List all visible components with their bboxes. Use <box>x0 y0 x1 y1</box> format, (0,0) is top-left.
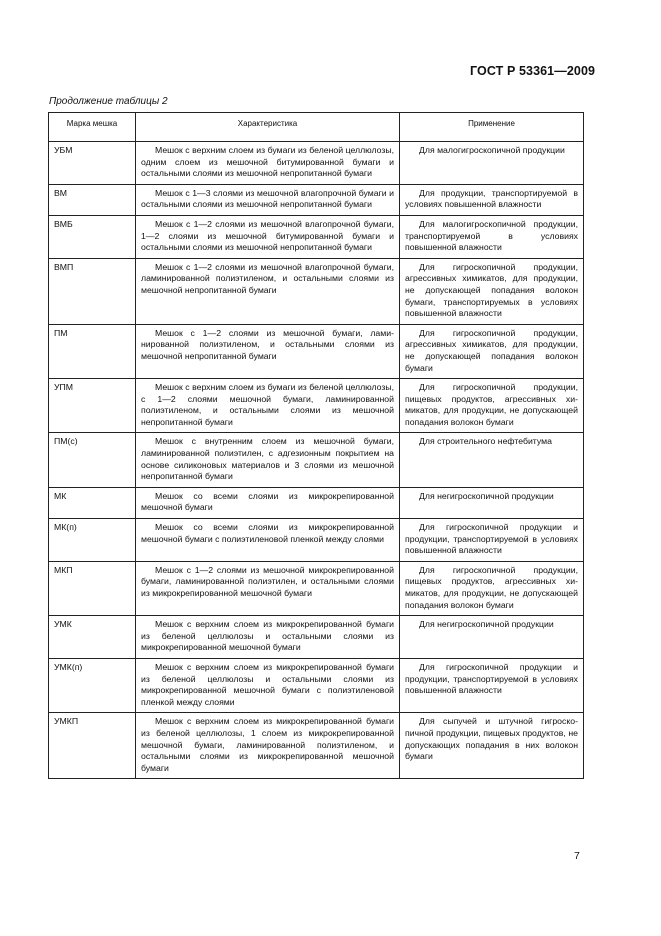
bag-characteristic: Мешок с 1—2 слоями из мешочной влагопрочной бумаги, 1—2 слоями из мешочной битумированной бумаги и остальными слоями из мешочной непропитанной бумаги <box>136 215 400 258</box>
bag-characteristic: Мешок со всеми слоями из микрокрепированной мешочной бумаги <box>136 487 400 518</box>
bag-characteristic: Мешок с верхним слоем из бумаги из беленой целлюлозы, одним слоем из мешочной битумированной бумаги и остальными слоями из мешочной непропитанной бумаги <box>136 142 400 185</box>
bag-application: Для гигроскопичной продукции, пищевых продуктов, агрессивных химикатов, для продукции, не допускающей попадания волокон бумаги <box>400 379 584 433</box>
bag-mark: ВМП <box>49 258 136 324</box>
bag-characteristic: Мешок с внутренним слоем из мешочной бумаги, ламинированной полиэтилен, с адгезионным покрытием на основе силиконовых материалов и 3 слоями из мешочной непропитанной бумаги <box>136 433 400 487</box>
bag-application: Для продукции, транспортируемой в условиях повышенной влажности <box>400 184 584 215</box>
bag-application: Для гигроскопичной продукции и продукции, транспортируемой в условиях повышенной влажности <box>400 519 584 562</box>
table-row <box>49 215 584 258</box>
bag-characteristic: Мешок с 1—2 слоями из мешочной микрокрепированной бумаги, ламинированной полиэтилен, и остальными слоями из микрокрепированной мешочной бумаги <box>136 561 400 615</box>
bag-application: Для строительного нефтебитума <box>400 433 584 487</box>
bag-application: Для малогигроскопичной продукции <box>400 142 584 185</box>
bag-characteristic: Мешок с верхним слоем из микрокрепированной бумаги из беленой целлюлозы и остальными слоями из микрокрепированной мешочной бумаги <box>136 616 400 659</box>
bag-characteristic: Мешок со всеми слоями из микрокрепированной мешочной бумаги с полиэтиленовой пленкой между слоями <box>136 519 400 562</box>
document-code: ГОСТ Р 53361—2009 <box>470 64 596 78</box>
bag-mark: ПМ(с) <box>49 433 136 487</box>
bag-mark: МК <box>49 487 136 518</box>
table-row <box>49 713 584 779</box>
bag-application: Для малогигроскопичной продукции, транспортируемой в условиях повышенной влажности <box>400 215 584 258</box>
table-header-row <box>49 113 584 142</box>
bag-mark: ВМБ <box>49 215 136 258</box>
column-header-application: Применение <box>400 113 584 142</box>
bag-mark: УМКП <box>49 713 136 779</box>
bag-application: Для гигроскопичной продукции, агрессивных химикатов, для продукции, не допускающей попадания волокон бумаги <box>400 324 584 378</box>
table-row <box>49 658 584 712</box>
bag-application: Для гигроскопичной продукции, пищевых продуктов, агрессивных химикатов, для продукции, не допускающей попадания волокон бумаги <box>400 561 584 615</box>
bag-mark: УБМ <box>49 142 136 185</box>
table-row <box>49 433 584 487</box>
bag-application: Для сыпучей и штучной гигроскопичной продукции, пищевых продуктов, не допускающих попадания в них волокон бумаги <box>400 713 584 779</box>
bag-characteristic: Мешок с верхним слоем из бумаги из беленой целлюлозы, с 1—2 слоями мешочной бумаги, ламинированной полиэтиленом, и остальными слоями из мешочной непропитанной бумаги <box>136 379 400 433</box>
bag-mark: УМК <box>49 616 136 659</box>
table-row <box>49 184 584 215</box>
table-row <box>49 379 584 433</box>
page-number: 7 <box>574 850 580 862</box>
bag-characteristic: Мешок с 1—2 слоями из мешочной влагопрочной бумаги, ламинированной полиэтиленом, и остальными слоями из мешочной непропитанной бумаги <box>136 258 400 324</box>
bag-mark: УМК(п) <box>49 658 136 712</box>
bag-types-table <box>48 112 584 779</box>
bag-mark: МКП <box>49 561 136 615</box>
table-row <box>49 487 584 518</box>
bag-characteristic: Мешок с верхним слоем из микрокрепированной бумаги из беленой целлюлозы, 1 слоем из микрокрепированной мешочной бумаги, ламинированной полиэтиленом, и остальными слоями из микрокрепированной мешочной бумаги <box>136 713 400 779</box>
table-row <box>49 142 584 185</box>
bag-mark: ПМ <box>49 324 136 378</box>
bag-characteristic: Мешок с верхним слоем из микрокрепированной бумаги из беленой целлюлозы и остальными слоями из микрокрепированной мешочной бумаги с полиэтиленовой пленкой между слоями <box>136 658 400 712</box>
column-header-mark: Марка мешка <box>49 113 136 142</box>
table-row <box>49 616 584 659</box>
bag-characteristic: Мешок с 1—2 слоями из мешочной бумаги, ламинированной полиэтиленом, и остальными слоями из мешочной непропитанной бумаги <box>136 324 400 378</box>
bag-application: Для негигроскопичной продукции <box>400 616 584 659</box>
bag-mark: УПМ <box>49 379 136 433</box>
bag-mark: ВМ <box>49 184 136 215</box>
bag-application: Для негигроскопичной продукции <box>400 487 584 518</box>
column-header-characteristic: Характеристика <box>136 113 400 142</box>
bag-mark: МК(п) <box>49 519 136 562</box>
bag-characteristic: Мешок с 1—3 слоями из мешочной влагопрочной бумаги и остальными слоями из мешочной непропитанной бумаги <box>136 184 400 215</box>
table-row <box>49 258 584 324</box>
bag-application: Для гигроскопичной продукции и продукции, транспортируемой в условиях повышенной влажности <box>400 658 584 712</box>
table-caption: Продолжение таблицы 2 <box>49 96 168 107</box>
table-row <box>49 561 584 615</box>
table-row <box>49 519 584 562</box>
bag-application: Для гигроскопичной продукции, агрессивных химикатов, для продукции, не допускающей попадания волокон бумаги, транспортируемых в условиях повышенной влажности <box>400 258 584 324</box>
table-row <box>49 324 584 378</box>
